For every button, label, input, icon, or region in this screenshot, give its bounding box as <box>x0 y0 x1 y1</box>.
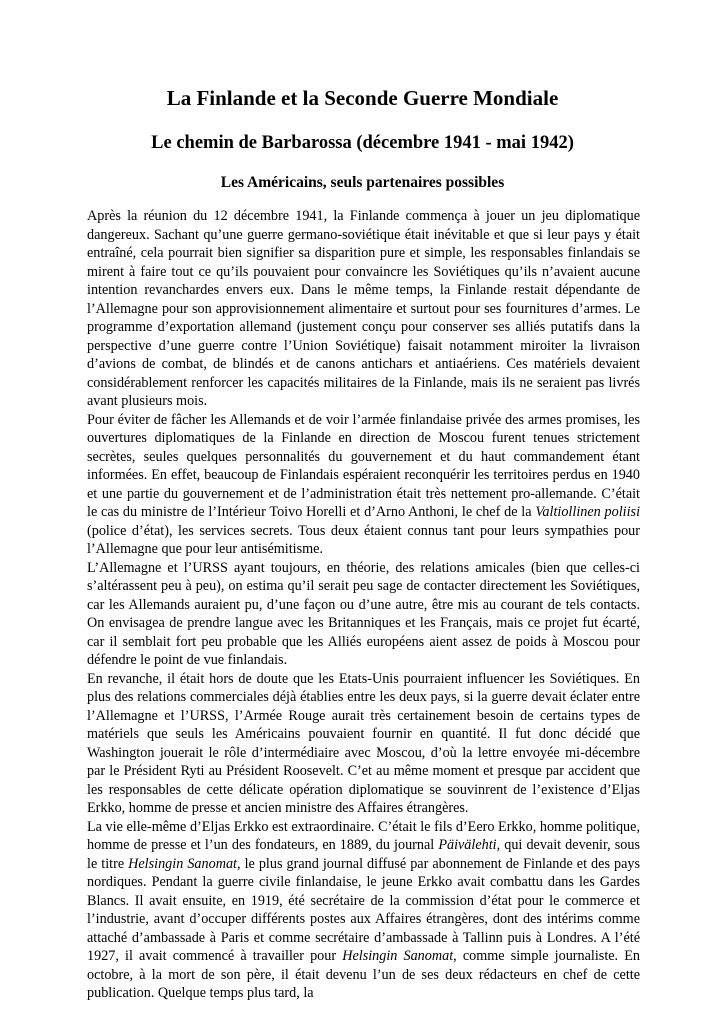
text-run: Pour éviter de fâcher les Allemands et de voir l’armée finlandaise privée des armes promises, les ouvertures diplomatiques de la Finlande en direction de Moscou furent tenues strictement secrètes, seules quelques personnalités du gouvernement et du haut commandement étant informées. En effet, beaucoup de Finlandais espéraient reconquérir les territoires perdus en 1940 et une partie du gouvernement et de l’administration était très nettement pro-allemande. C’était le cas du ministre de l’Intérieur Toivo Horelli et d’Arno Anthoni, le chef de la <box>87 411 640 520</box>
text-run: , qui devait devenir, sous le titre <box>87 837 640 872</box>
document-title: La Finlande et la Seconde Guerre Mondiale <box>166 86 559 110</box>
document-subtitle: Le chemin de Barbarossa (décembre 1941 - mai 1942) <box>151 133 574 153</box>
text-run: , comme simple journaliste. En octobre, à la mort de son père, il était devenu l’un de ses deux rédacteurs en chef de cette publication. Quelque temps plus tard, la <box>87 948 640 1001</box>
text-run: L’Allemagne et l’URSS ayant toujours, en théorie, des relations amicales (bien que celles-ci s’altérassent peu à peu), on estima qu’il serait peu sage de contacter directement les Soviétiques, car les Allemands auraient pu, d’une façon ou d’une autre, être mis au courant de tels contacts. On envisagea de prendre langue avec les Britanniques et les Français, mais ce projet fut écarté, car il semblait fort peu probable que les Alliés européens aient assez de poids à Moscou pour défendre le point de vue finlandais. <box>87 559 640 668</box>
body-paragraph <box>87 411 640 559</box>
text-run: Après la réunion du 12 décembre 1941, la Finlande commença à jouer un jeu diplomatique dangereux. Sachant qu’une guerre germano-soviétique était inévitable et que si leur pays y était entraîné, cela pourrait bien signifier sa disparition pure et simple, les responsables finlandais se mirent à faire tout ce qu’ils pouvaient pour convaincre les Soviétiques qu’ils n’avaient aucune intention revanchardes envers eux. Dans le même temps, la Finlande restait dépendante de l’Allemagne pour son approvisionnement alimentaire et surtout pour ses fournitures d’armes. Le programme d’exportation allemand (justement conçu pour conserver ses alliés putatifs dans la perspective d’une guerre contre l’Union Soviétique) faisait notamment miroiter la livraison d’avions de combat, de blindés et de canons antichars et antiaériens. Ces matériels devaient considérablement renforcer les capacités militaires de la Finlande, mais ils ne seraient pas livrés avant plusieurs mois. <box>87 208 640 409</box>
text-run: La vie elle-même d’Eljas Erkko est extraordinaire. C’était le fils d’Eero Erkko, homme politique, homme de presse et l’un des fondateurs, en 1889, du journal <box>87 818 640 853</box>
text-run: En revanche, il était hors de doute que les Etats-Unis pourraient influencer les Soviétiques. En plus des relations commerciales déjà établies entre les deux pays, si la guerre devait éclater entre l’Allemagne et l’URSS, l’Armée Rouge aurait très certainement besoin de certains types de matériels que seuls les Américains pouvaient fournir en quantité. Il fut donc décidé que Washington jouerait le rôle d’intermédiaire avec Moscou, d’où la lettre envoyée mi-décembre par le Président Ryti au Président Roosevelt. C’et au même moment et presque par accident que les responsables de cette délicate opération diplomatique se souvinrent de l’existence d’Eljas Erkko, homme de presse et ancien ministre des Affaires étrangères. <box>87 670 640 816</box>
italic-run: Helsingin Sanomat <box>342 948 454 964</box>
text-run: (police d’état), les services secrets. Tous deux étaient connus tant pour leurs sympathies pour l’Allemagne que pour leur antisémitisme. <box>87 522 640 557</box>
text-run: , le plus grand journal diffusé par abonnement de Finlande et des pays nordiques. Pendant la guerre civile finlandaise, le jeune Erkko avait combattu dans les Gardes Blancs. Il avait ensuite, en 1919, été secrétaire de la commission d’état pour le commerce et l’industrie, avant d’occuper différents postes aux Affaires étrangères, dont des intérims comme attaché d’ambassade à Paris et comme secrétaire d’ambassade à Tallinn puis à Londres. A l’été 1927, il avait commencé à travailler pour <box>87 855 641 964</box>
body-paragraph <box>87 207 640 411</box>
italic-run: Päivälehti <box>438 837 497 853</box>
section-heading: Les Américains, seuls partenaires possibles <box>220 174 505 191</box>
body-paragraph <box>87 670 640 818</box>
body-paragraph <box>87 559 640 670</box>
body-paragraph <box>87 818 640 1003</box>
italic-run: Helsingin Sanomat <box>128 855 237 872</box>
italic-run: Valtiollinen poliisi <box>535 504 641 520</box>
body-text <box>87 207 640 1003</box>
